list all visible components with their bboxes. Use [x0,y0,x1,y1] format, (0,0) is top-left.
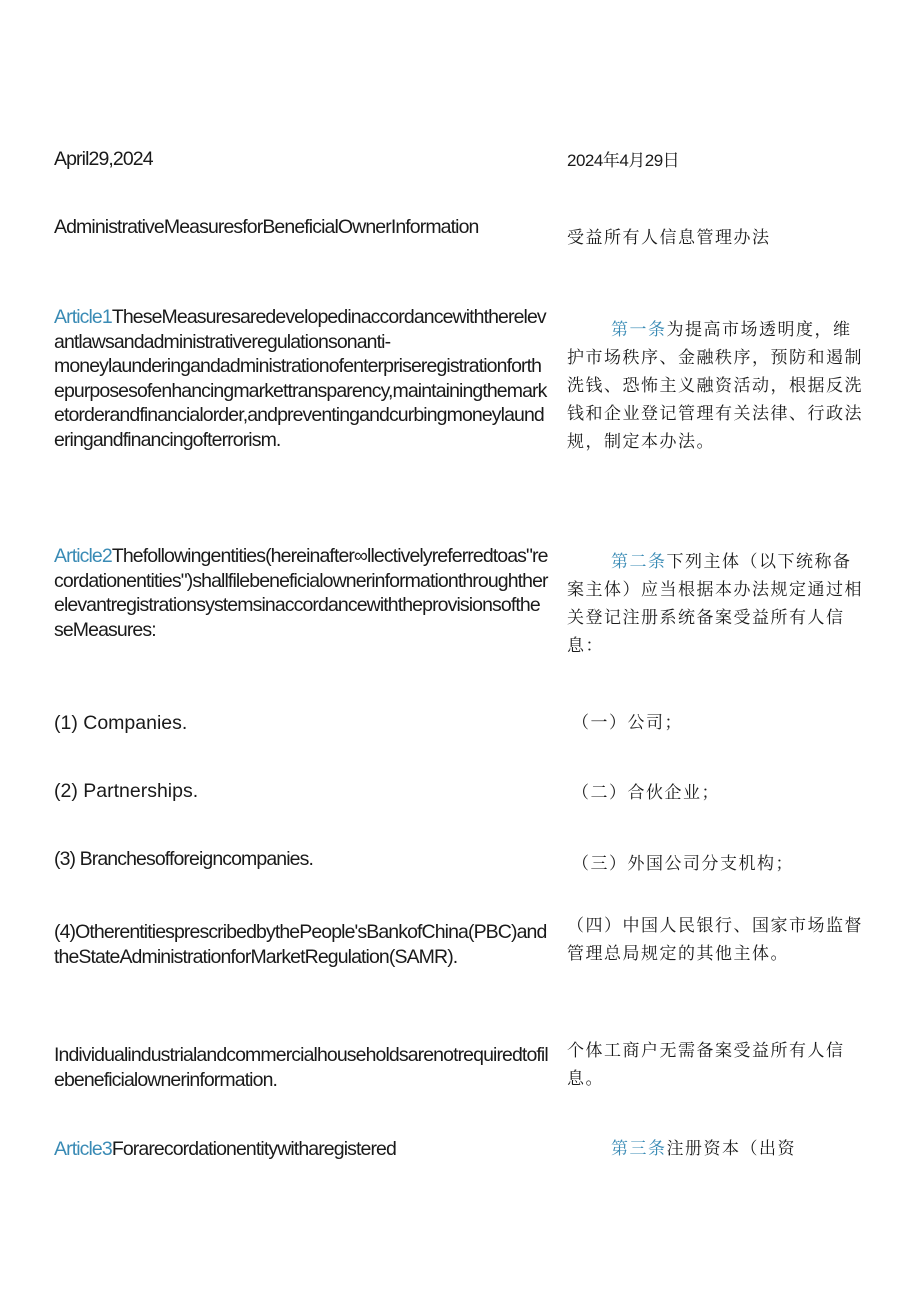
article-1-text-en: TheseMeasuresaredevelopedinaccordancewiththerelevantlawsandadministrativeregulationsonanti- moneylaunderingandadministrationofenterpriseregistrationforthepurposesofenhancingmarkettransparency,maintainingthemarketorderandfinancialorder,andpreventingandcurbingmoneylaunderingandfinancingofterrorism. [54,306,547,451]
article-3-label-en: Article3 [54,1138,112,1160]
date-en: April29,2024 [54,148,153,170]
article-3-text-en: Forarecordationentitywitharegistered [111,1138,396,1160]
article-2-label-en: Article2 [54,545,112,567]
item-3-zh: （三）外国公司分支机构； [572,854,794,874]
article-3-zh [567,1135,867,1163]
article-2-label-zh: 第二条 [611,552,667,572]
article-2-text-en: Thefollowingentities(hereinafter∞llectivelyreferredtoas"recordationentities")shallfilebeneficialownerinformationthroughtherelevantregistrationsystemsinaccordancewiththeprovisionsoftheseMeasures: [54,545,548,641]
article-2-zh [567,548,867,660]
item-2-zh: （二）合伙企业； [572,783,720,803]
item-1-en: (1) Companies. [54,712,188,734]
item-2-en: (2) Partnerships. [54,780,199,802]
title-zh: 受益所有人信息管理办法 [567,228,771,248]
item-1-zh: （一）公司； [572,713,683,733]
article-1-text-zh: 为提高市场透明度，维护市场秩序、金融秩序，预防和遏制洗钱、恐怖主义融资活动，根据反洗钱和企业登记管理有关法律、行政法规，制定本办法。 [567,320,863,452]
title-en: AdministrativeMeasuresforBeneficialOwnerInformation [54,216,479,238]
item-3-en: (3) Branchesofforeigncompanies. [54,848,313,870]
date-zh: 2024年4月29日 [567,151,680,170]
article-1-zh [567,316,867,456]
article-2-text-zh: 下列主体（以下统称备案主体）应当根据本办法规定通过相关登记注册系统备案受益所有人信息： [567,552,863,656]
article-3-label-zh: 第三条 [611,1139,667,1159]
article-2-en [54,544,548,642]
article-1-label-en: Article1 [54,306,112,328]
exemption-en: Individualindustrialandcommercialhouseholdsarenotrequiredtofilebeneficialownerinformation. [54,1044,548,1091]
article-1-label-zh: 第一条 [611,320,667,340]
article-1-en [54,305,548,452]
article-3-text-zh: 注册资本（出资 [666,1139,796,1159]
exemption-zh: 个体工商户无需备案受益所有人信息。 [567,1041,845,1089]
item-4-zh: （四）中国人民银行、国家市场监督管理总局规定的其他主体。 [567,916,863,964]
item-4-en: (4)OtherentitiesprescribedbythePeople'sBankofChina(PBC)andtheStateAdministrationforMarketRegulation(SAMR). [54,921,547,968]
article-3-en [54,1137,548,1162]
